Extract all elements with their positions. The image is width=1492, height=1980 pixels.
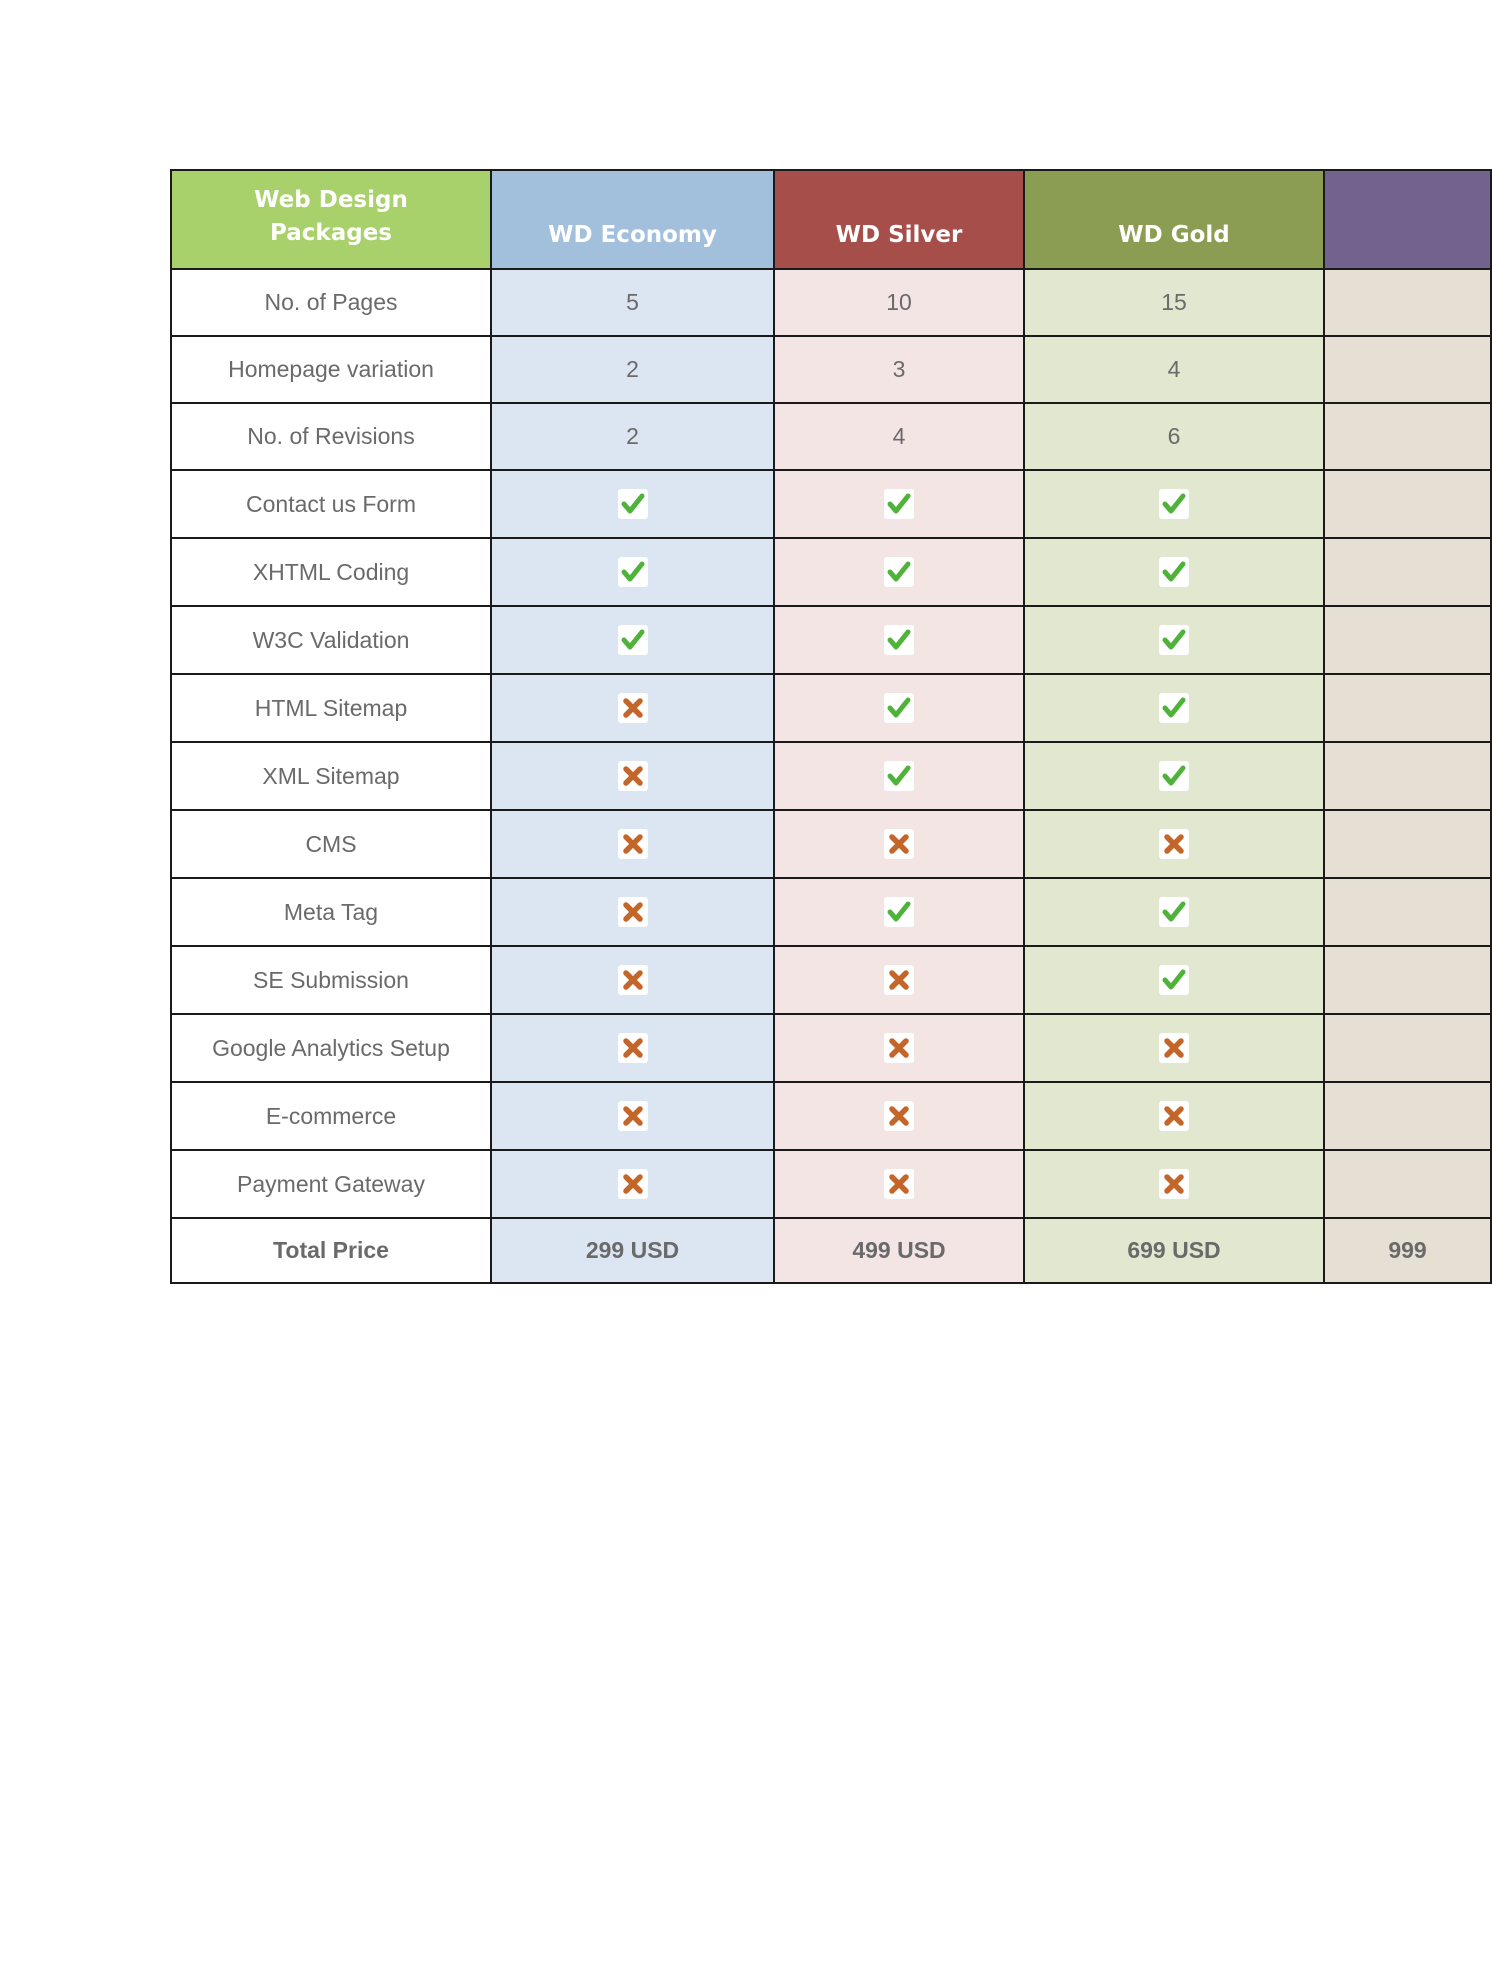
feature-label: Meta Tag <box>171 878 491 946</box>
header-plan-gold: WD Gold <box>1024 170 1324 269</box>
check-icon <box>884 897 914 927</box>
total-price-gold: 699 USD <box>1024 1218 1324 1283</box>
feature-cell-silver <box>774 1014 1024 1082</box>
table-row <box>171 1014 1491 1082</box>
table-row <box>171 742 1491 810</box>
feature-cell-silver <box>774 1082 1024 1150</box>
feature-cell-economy <box>491 538 774 606</box>
feature-value-fourth <box>1324 1082 1491 1150</box>
table-row <box>171 470 1491 538</box>
check-icon <box>1159 897 1189 927</box>
table-row <box>171 606 1491 674</box>
cross-icon <box>618 761 648 791</box>
feature-cell-gold <box>1024 878 1324 946</box>
feature-cell-silver <box>774 878 1024 946</box>
feature-label: Homepage variation <box>171 336 491 403</box>
cross-icon <box>884 1101 914 1131</box>
feature-cell-economy <box>491 742 774 810</box>
feature-label: E-commerce <box>171 1082 491 1150</box>
feature-cell-silver <box>774 470 1024 538</box>
table-row <box>171 1150 1491 1218</box>
feature-cell-economy <box>491 946 774 1014</box>
check-icon <box>1159 625 1189 655</box>
table-row <box>171 1082 1491 1150</box>
feature-value-gold: 15 <box>1024 269 1324 336</box>
feature-label: Payment Gateway <box>171 1150 491 1218</box>
feature-value-fourth <box>1324 878 1491 946</box>
total-price-row <box>171 1218 1491 1283</box>
feature-label: SE Submission <box>171 946 491 1014</box>
check-icon <box>884 625 914 655</box>
feature-cell-economy <box>491 606 774 674</box>
feature-label: No. of Revisions <box>171 403 491 470</box>
table-row <box>171 269 1491 336</box>
feature-cell-gold <box>1024 946 1324 1014</box>
cross-icon <box>1159 829 1189 859</box>
feature-label: Contact us Form <box>171 470 491 538</box>
feature-value-economy: 2 <box>491 336 774 403</box>
feature-cell-silver <box>774 946 1024 1014</box>
feature-label: HTML Sitemap <box>171 674 491 742</box>
feature-value-economy: 2 <box>491 403 774 470</box>
cross-icon <box>618 1169 648 1199</box>
feature-value-silver: 10 <box>774 269 1024 336</box>
cross-icon <box>1159 1169 1189 1199</box>
feature-cell-silver <box>774 810 1024 878</box>
cross-icon <box>1159 1101 1189 1131</box>
header-packages-title-line2: Packages <box>270 220 392 246</box>
feature-cell-gold <box>1024 1082 1324 1150</box>
feature-value-fourth <box>1324 470 1491 538</box>
cross-icon <box>618 1101 648 1131</box>
feature-cell-silver <box>774 538 1024 606</box>
check-icon <box>1159 489 1189 519</box>
feature-cell-gold <box>1024 742 1324 810</box>
check-icon <box>884 693 914 723</box>
feature-cell-economy <box>491 1150 774 1218</box>
feature-value-fourth <box>1324 1150 1491 1218</box>
cross-icon <box>618 693 648 723</box>
check-icon <box>618 625 648 655</box>
feature-cell-gold <box>1024 810 1324 878</box>
header-plan-silver: WD Silver <box>774 170 1024 269</box>
feature-cell-economy <box>491 878 774 946</box>
feature-value-fourth <box>1324 403 1491 470</box>
table-row <box>171 810 1491 878</box>
cross-icon <box>884 1169 914 1199</box>
feature-value-economy: 5 <box>491 269 774 336</box>
table-row <box>171 403 1491 470</box>
table-row <box>171 878 1491 946</box>
cross-icon <box>618 829 648 859</box>
cross-icon <box>618 897 648 927</box>
cross-icon <box>884 829 914 859</box>
header-plan-fourth <box>1324 170 1491 269</box>
table-row <box>171 336 1491 403</box>
table-row <box>171 674 1491 742</box>
check-icon <box>884 761 914 791</box>
feature-value-fourth <box>1324 742 1491 810</box>
check-icon <box>1159 965 1189 995</box>
feature-value-fourth <box>1324 946 1491 1014</box>
check-icon <box>618 557 648 587</box>
cross-icon <box>884 965 914 995</box>
table-header-row <box>171 170 1491 269</box>
table-row <box>171 946 1491 1014</box>
feature-value-fourth <box>1324 810 1491 878</box>
feature-cell-economy <box>491 1014 774 1082</box>
table-row <box>171 538 1491 606</box>
header-plan-economy: WD Economy <box>491 170 774 269</box>
check-icon <box>884 489 914 519</box>
feature-value-fourth <box>1324 269 1491 336</box>
pricing-comparison-table <box>170 169 1492 1284</box>
feature-cell-silver <box>774 674 1024 742</box>
total-price-fourth: 999 <box>1324 1218 1491 1283</box>
feature-cell-gold <box>1024 538 1324 606</box>
feature-value-silver: 4 <box>774 403 1024 470</box>
feature-cell-gold <box>1024 470 1324 538</box>
feature-cell-economy <box>491 1082 774 1150</box>
table-body <box>171 269 1491 1218</box>
feature-label: CMS <box>171 810 491 878</box>
feature-value-fourth <box>1324 1014 1491 1082</box>
feature-cell-silver <box>774 1150 1024 1218</box>
feature-label: W3C Validation <box>171 606 491 674</box>
cross-icon <box>618 965 648 995</box>
feature-value-silver: 3 <box>774 336 1024 403</box>
feature-value-fourth <box>1324 606 1491 674</box>
feature-cell-gold <box>1024 1014 1324 1082</box>
header-packages-title-line1: Web Design <box>254 187 408 213</box>
feature-value-gold: 6 <box>1024 403 1324 470</box>
cross-icon <box>618 1033 648 1063</box>
check-icon <box>1159 693 1189 723</box>
feature-cell-economy <box>491 470 774 538</box>
feature-cell-silver <box>774 606 1024 674</box>
feature-label: XHTML Coding <box>171 538 491 606</box>
total-price-economy: 299 USD <box>491 1218 774 1283</box>
feature-label: No. of Pages <box>171 269 491 336</box>
feature-value-fourth <box>1324 674 1491 742</box>
cross-icon <box>884 1033 914 1063</box>
cross-icon <box>1159 1033 1189 1063</box>
check-icon <box>618 489 648 519</box>
feature-value-fourth <box>1324 538 1491 606</box>
header-packages-title <box>171 170 491 269</box>
feature-label: XML Sitemap <box>171 742 491 810</box>
total-price-label: Total Price <box>171 1218 491 1283</box>
check-icon <box>1159 761 1189 791</box>
feature-value-gold: 4 <box>1024 336 1324 403</box>
feature-label: Google Analytics Setup <box>171 1014 491 1082</box>
feature-cell-gold <box>1024 606 1324 674</box>
feature-cell-silver <box>774 742 1024 810</box>
feature-cell-economy <box>491 674 774 742</box>
check-icon <box>1159 557 1189 587</box>
check-icon <box>884 557 914 587</box>
feature-cell-economy <box>491 810 774 878</box>
feature-cell-gold <box>1024 674 1324 742</box>
feature-cell-gold <box>1024 1150 1324 1218</box>
total-price-silver: 499 USD <box>774 1218 1024 1283</box>
feature-value-fourth <box>1324 336 1491 403</box>
